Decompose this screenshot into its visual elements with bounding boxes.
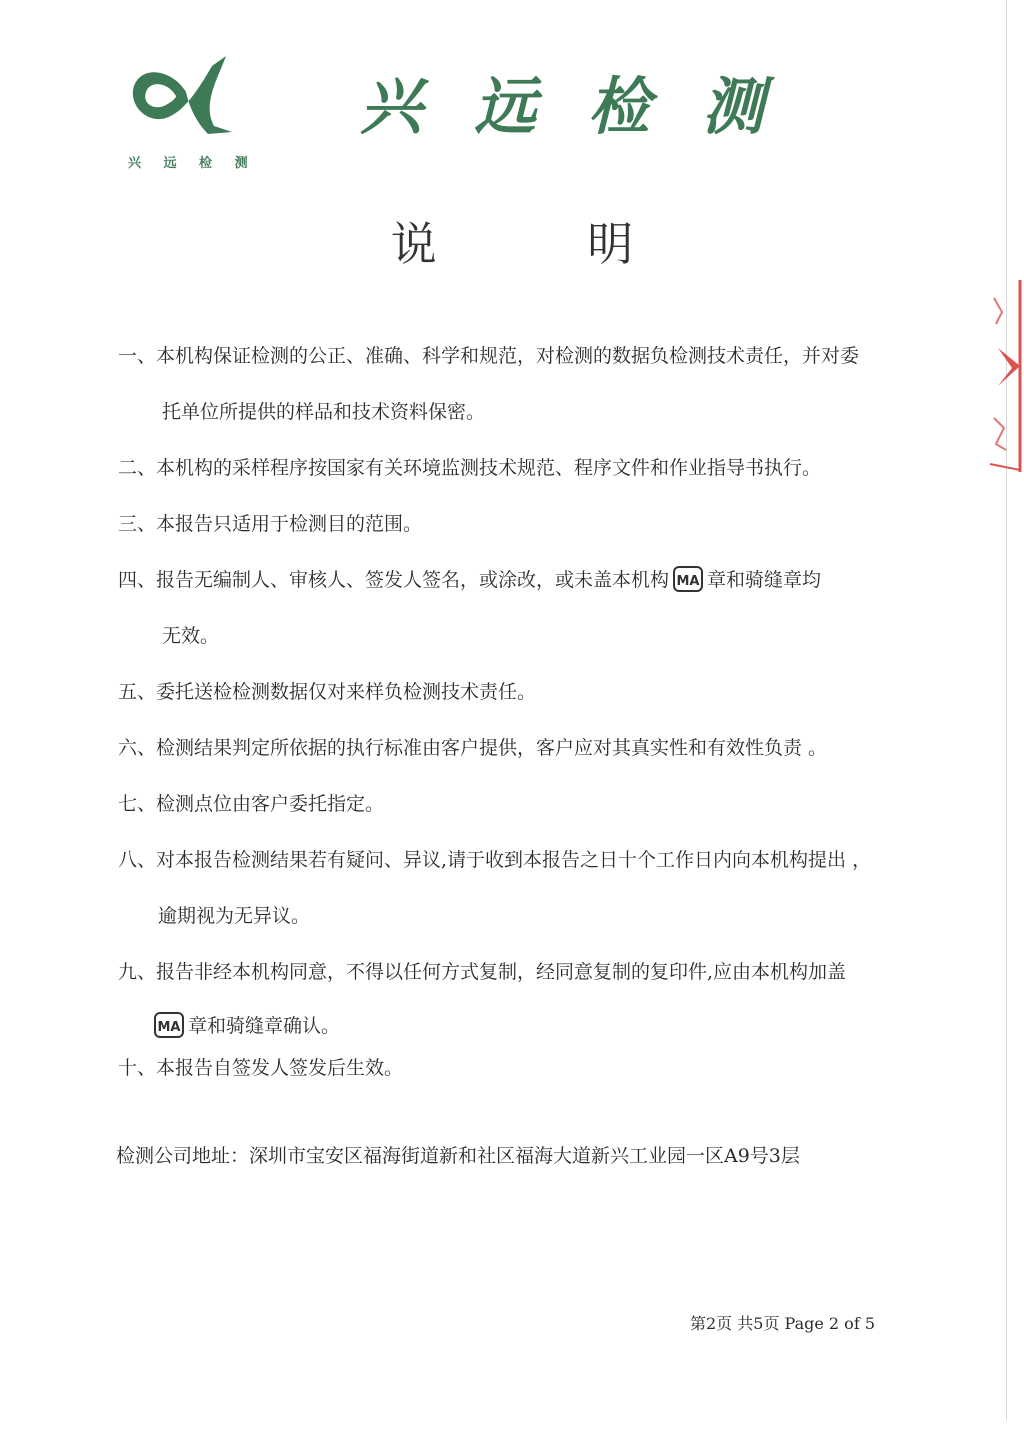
clause-10: 十、本报告自签发人签发后生效。	[118, 1057, 404, 1079]
cma-stamp-icon	[673, 566, 703, 592]
clause-9-line-1: 九、报告非经本机构同意，不得以任何方式复制，经同意复制的复印件,应由本机构加盖	[118, 961, 847, 983]
svg-text:MA: MA	[157, 1020, 181, 1035]
clause-4-line-1	[118, 566, 821, 594]
clause-4-line-2: 无效。	[162, 625, 220, 647]
logo-caption: 兴 远 检 测	[128, 156, 257, 171]
company-logo	[128, 52, 257, 172]
seam-seal-stamp	[980, 278, 1024, 474]
clause-1-line-1: 一、本机构保证检测的公正、准确、科学和规范，对检测的数据负检测技术责任，并对委	[118, 345, 860, 367]
clause-7: 七、检测点位由客户委托指定。	[118, 793, 385, 815]
cma-stamp-icon	[154, 1012, 184, 1038]
clause-4-text-b: 章和骑缝章均	[707, 569, 822, 591]
clause-8-line-1: 八、对本报告检测结果若有疑问、异议,请于收到本报告之日十个工作日内向本机构提出 ，	[118, 849, 872, 871]
page-footer: 第2页 共5页 Page 2 of 5	[690, 1314, 876, 1333]
clause-9-text: 章和骑缝章确认。	[188, 1015, 341, 1037]
clause-8-line-2: 逾期视为无异议。	[158, 905, 311, 927]
logo-mark-icon	[128, 52, 234, 144]
clause-2: 二、本机构的采样程序按国家有关环境监测技术规范、程序文件和作业指导书执行。	[118, 457, 822, 479]
clause-4-text-a: 四、报告无编制人、审核人、签发人签名，或涂改，或未盖本机构	[118, 569, 670, 591]
page-title: 说 明	[390, 217, 702, 271]
clause-6: 六、检测结果判定所依据的执行标准由客户提供，客户应对其真实性和有效性负责 。	[118, 737, 828, 759]
brand-name: 兴远检测	[360, 70, 817, 143]
clause-9-line-2	[150, 1012, 340, 1040]
clause-1-line-2: 托单位所提供的样品和技术资料保密。	[162, 401, 486, 423]
clause-5: 五、委托送检检测数据仅对来样负检测技术责任。	[118, 681, 537, 703]
company-address: 检测公司地址：深圳市宝安区福海街道新和社区福海大道新兴工业园一区A9号3层	[116, 1145, 800, 1167]
svg-text:MA: MA	[676, 574, 700, 589]
clause-3: 三、本报告只适用于检测目的范围。	[118, 513, 423, 535]
